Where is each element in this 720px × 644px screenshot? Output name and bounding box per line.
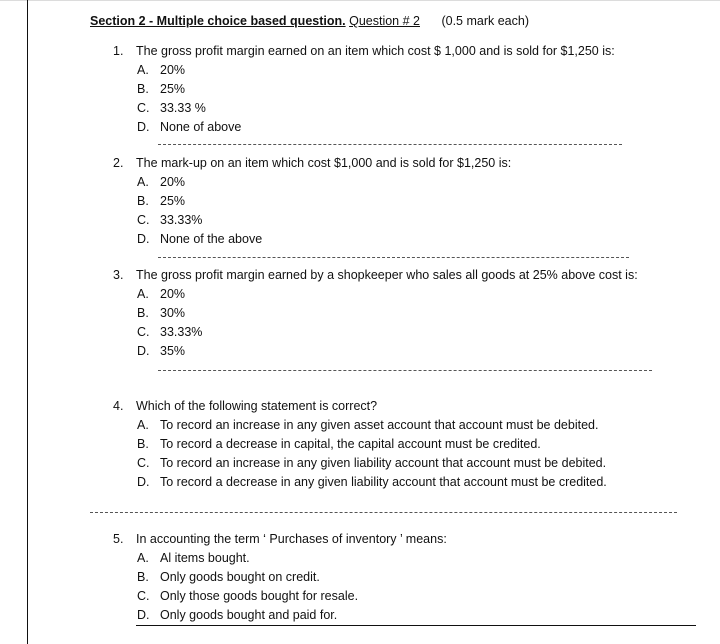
option-b[interactable] bbox=[137, 82, 185, 96]
option-letter: D. bbox=[137, 475, 150, 489]
option-b[interactable] bbox=[137, 437, 541, 451]
option-text: Al items bought. bbox=[160, 551, 250, 565]
option-b[interactable] bbox=[137, 306, 185, 320]
page-top-border bbox=[0, 0, 720, 7]
option-text: None of the above bbox=[160, 232, 263, 246]
option-letter: A. bbox=[137, 418, 149, 432]
separator-dashed bbox=[158, 144, 622, 145]
question-number: 4. bbox=[113, 399, 124, 413]
option-text: 25% bbox=[160, 82, 186, 96]
separator-dashed bbox=[158, 370, 652, 371]
option-letter: C. bbox=[137, 213, 150, 227]
option-letter: A. bbox=[137, 63, 149, 77]
option-a[interactable] bbox=[137, 551, 250, 565]
option-letter: A. bbox=[137, 551, 149, 565]
section-header bbox=[90, 14, 529, 28]
option-a[interactable] bbox=[137, 418, 598, 432]
question-text: The gross profit margin earned on an item which cost $ 1,000 and is sold for $1,250 is: bbox=[136, 44, 615, 58]
option-text: To record a decrease in any given liability account that account must be credited. bbox=[160, 475, 607, 489]
option-letter: A. bbox=[137, 287, 149, 301]
option-c[interactable] bbox=[137, 101, 206, 115]
answer-underline bbox=[136, 625, 696, 626]
option-c[interactable] bbox=[137, 213, 202, 227]
question-text: The mark-up on an item which cost $1,000 and is sold for $1,250 is: bbox=[136, 156, 512, 170]
option-a[interactable] bbox=[137, 287, 185, 301]
question-number: 3. bbox=[113, 268, 124, 282]
option-letter: C. bbox=[137, 456, 150, 470]
option-text: 20% bbox=[160, 175, 186, 189]
option-letter: C. bbox=[137, 325, 150, 339]
option-c[interactable] bbox=[137, 456, 606, 470]
option-letter: D. bbox=[137, 120, 150, 134]
option-text: Only goods bought and paid for. bbox=[160, 608, 338, 622]
question-number: 2. bbox=[113, 156, 124, 170]
option-text: 35% bbox=[160, 344, 186, 358]
option-a[interactable] bbox=[137, 175, 185, 189]
option-text: 33.33% bbox=[160, 325, 203, 339]
option-letter: A. bbox=[137, 175, 149, 189]
question-text: Which of the following statement is correct? bbox=[136, 399, 378, 413]
option-c[interactable] bbox=[137, 589, 358, 603]
question-text: The gross profit margin earned by a shopkeeper who sales all goods at 25% above cost is: bbox=[136, 268, 638, 282]
option-d[interactable] bbox=[137, 232, 262, 246]
option-text: Only goods bought on credit. bbox=[160, 570, 320, 584]
section-title: Section 2 - Multiple choice based question. bbox=[90, 14, 346, 28]
option-d[interactable] bbox=[137, 608, 337, 622]
option-c[interactable] bbox=[137, 325, 202, 339]
option-d[interactable] bbox=[137, 120, 241, 134]
option-letter: B. bbox=[137, 570, 149, 584]
option-text: 33.33 % bbox=[160, 101, 206, 115]
option-letter: C. bbox=[137, 101, 150, 115]
option-letter: B. bbox=[137, 194, 149, 208]
option-text: 30% bbox=[160, 306, 186, 320]
question-text: In accounting the term ‘ Purchases of inventory ’ means: bbox=[136, 532, 447, 546]
option-letter: C. bbox=[137, 589, 150, 603]
option-d[interactable] bbox=[137, 475, 607, 489]
option-letter: D. bbox=[137, 232, 150, 246]
question-number: 5. bbox=[113, 532, 124, 546]
option-letter: D. bbox=[137, 608, 150, 622]
separator-dashed bbox=[90, 512, 677, 513]
option-b[interactable] bbox=[137, 570, 320, 584]
option-text: 20% bbox=[160, 63, 186, 77]
option-d[interactable] bbox=[137, 344, 185, 358]
question-number: 1. bbox=[113, 44, 124, 58]
option-letter: D. bbox=[137, 344, 150, 358]
option-text: 33.33% bbox=[160, 213, 203, 227]
question-label: Question # 2 bbox=[349, 14, 420, 28]
option-text: To record an increase in any given asset account that account must be debited. bbox=[160, 418, 599, 432]
marks-note: (0.5 mark each) bbox=[441, 14, 529, 28]
option-text: 20% bbox=[160, 287, 186, 301]
option-letter: B. bbox=[137, 306, 149, 320]
option-text: 25% bbox=[160, 194, 186, 208]
option-text: None of above bbox=[160, 120, 242, 134]
page-left-border bbox=[27, 0, 28, 644]
separator-dashed bbox=[158, 257, 629, 258]
option-b[interactable] bbox=[137, 194, 185, 208]
option-text: Only those goods bought for resale. bbox=[160, 589, 359, 603]
option-a[interactable] bbox=[137, 63, 185, 77]
option-letter: B. bbox=[137, 437, 149, 451]
option-letter: B. bbox=[137, 82, 149, 96]
option-text: To record an increase in any given liability account that account must be debited. bbox=[160, 456, 607, 470]
option-text: To record a decrease in capital, the capital account must be credited. bbox=[160, 437, 541, 451]
